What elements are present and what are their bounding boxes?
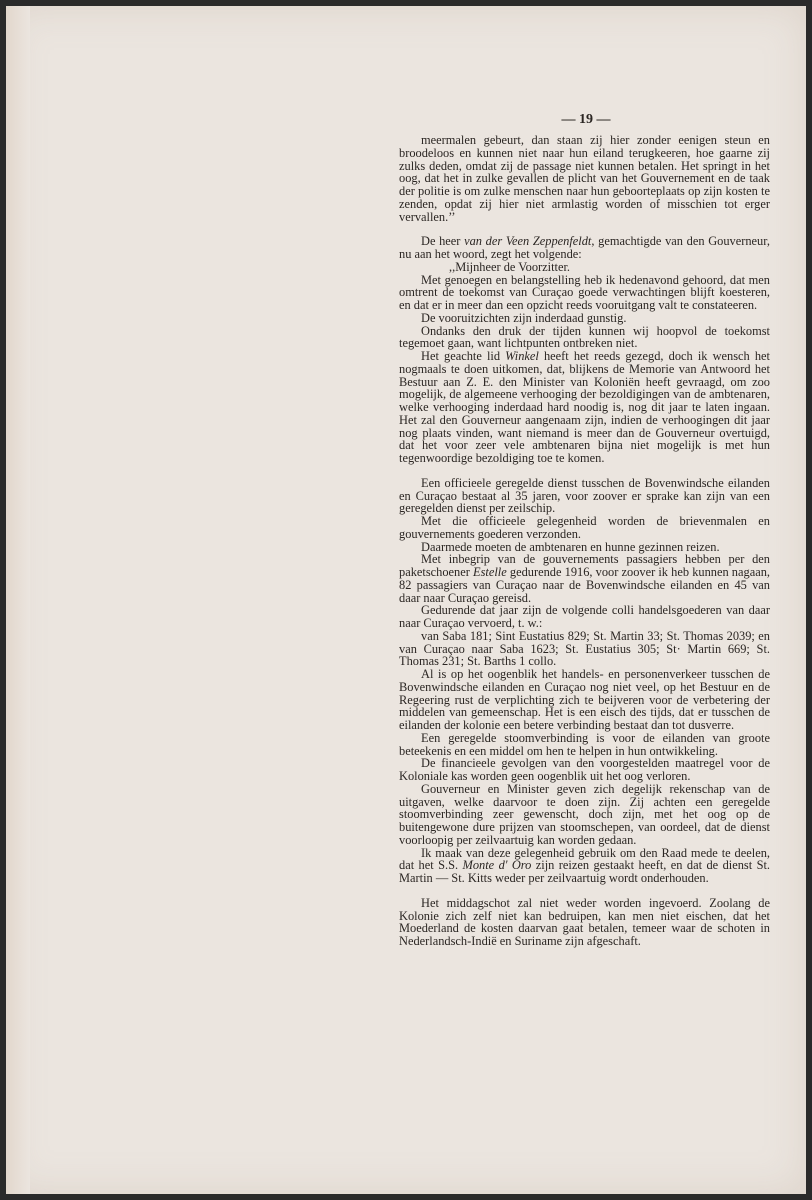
italic-name: Estelle [473,565,507,579]
paragraph: Al is op het oogenblik het handels- en personenverkeer tusschen de Bovenwindsche eilanden en Curaçao nog niet veel, op het Bestuur en de Regeering rust de verplichting zich te beijveren voor de verbetering der middelen van gemeenschap. Het is een eisch des tijds, dat er tusschen de eilanden der kolonie een betere verbinding bestaat dan tot dusverre. [399,667,770,732]
paragraph: Met inbegrip van de gouvernements passagiers hebben per den paketschoener Estelle gedurende 1916, voor zoover ik heb kunnen nagaan, 82 passagiers van Curaçao naar de Bovenwindsche eilanden en 45 van daar naar Curaçao gereisd. [399,552,770,605]
paragraph: De vooruitzichten zijn inderdaad gunstig. [421,310,627,325]
paragraph: Het geachte lid Winkel heeft het reeds gezegd, doch ik wensch het nogmaals te doen uitkomen, dat, blijkens de Memorie van Antwoord het Bestuur aan Z. E. den Minister van Koloniën heeft gevraagd, om zoo mogelijk, de algemeene verhooging der bezoldigingen van de ambtenaren, welke verhooging inderdaad hard noodig is, nog dit jaar te laten ingaan. Het zal den Gouverneur aangenaam zijn, indien de verhoogingen dit jaar nog plaats vinden, want niemand is meer dan de Gouverneur overtuigd, dat het voor zeer vele ambtenaren bijna niet mogelijk is met hun tegenwoordige bezoldiging toe te komen. [399,349,770,465]
italic-name: van der Veen Zeppenfeldt [464,234,592,249]
paragraph: Ik maak van deze gelegenheid gebruik om den Raad mede te deelen, dat het S.S. Monte d' Oro zijn reizen gestaakt heeft, en dat de dienst St. Martin — St. Kitts weder per zeilvaartuig wordt onderhouden. [399,845,771,885]
paragraph: Ondanks den druk der tijden kunnen wij hoopvol de toekomst tegemoet gaan, want lichtpunten ontbreken niet. [399,323,770,351]
italic-name: Monte d' Oro [462,858,532,873]
paragraph: Het middagschot zal niet weder worden ingevoerd. Zoolang de Kolonie zich zelf niet kan bedruipen, kan men niet eischen, dat het Moederland de kosten daarvan gaat betalen, temeer waar de schoten in Nederlandsch-Indië en Suriname zijn afgeschaft. [399,895,770,948]
paragraph: De heer van der Veen Zeppenfeldt, gemachtigde van den Gouverneur, nu aan het woord, zegt het volgende: [399,234,770,261]
document-page [6,6,806,1194]
paragraph: De financieele gevolgen van den voorgestelden maatregel voor de Koloniale kas worden geen oogenblik uit het oog verloren. [399,756,770,783]
paragraph: Gedurende dat jaar zijn de volgende colli handelsgoederen van daar naar Curaçao vervoerd, t. w.: [399,603,770,630]
paragraph: Gouverneur en Minister geven zich degelijk rekenschap van de uitgaven, welke daarvoor te doen zijn. Zij achten een geregelde stoomverbinding zeer gewenscht, doch zijn, met het oog op de buitengewone dure prijzen van stoomschepen, van oordeel, dat de dienst voorloopig per zeilvaartuig kan worden gedaan. [399,781,770,847]
paragraph: van Saba 181; Sint Eustatius 829; St. Martin 33; St. Thomas 2039; en van Curaçao naar Saba 1623; St. Eustatius 305; St· Martin 669; St. Thomas 231; St. Barths 1 collo. [399,628,770,669]
page-number: — 19 — [561,112,611,127]
italic-name: Winkel [505,349,539,363]
paragraph: Een officieele geregelde dienst tusschen de Bovenwindsche eilanden en Curaçao bestaat al 35 jaren, voor zoover er sprake kan zijn van een geregelden dienst per zeilschip. [399,475,770,516]
paragraph: ,,Mijnheer de Voorzitter. [449,259,571,274]
paragraph: Met genoegen en belangstelling heb ik hedenavond gehoord, dat men omtrent de toekomst van Curaçao goede verwachtingen blijft koesteren, en dat er in meer dan een opzicht reeds vooruitgang valt te constateeren. [399,272,770,312]
paragraph: Met die officieele gelegenheid worden de brievenmalen en gouvernements goederen verzonden. [399,514,770,541]
paragraph: Daarmede moeten de ambtenaren en hunne gezinnen reizen. [421,539,720,554]
paragraph: meermalen gebeurt, dan staan zij hier zonder eenigen steun en broodeloos en kunnen niet naar hun eiland terugkeeren, hoe gaarne zij zulks deden, omdat zij de passage niet kunnen betalen. Het springt in het oog, dat het in zulke gevallen de plicht van het Gouvernement en de taak der politie is om zulke menschen naar hun geboorteplaats op zijn kosten te zenden, opdat zij hier niet armlastig worden of misschien tot erger vervallen.’’ [399,133,770,224]
body-text [399,134,770,948]
paragraph: Een geregelde stoomverbinding is voor de eilanden van groote beteekenis en een middel om hen te helpen in hun ontwikkeling. [399,730,770,758]
page-fold-shadow [6,6,30,1194]
